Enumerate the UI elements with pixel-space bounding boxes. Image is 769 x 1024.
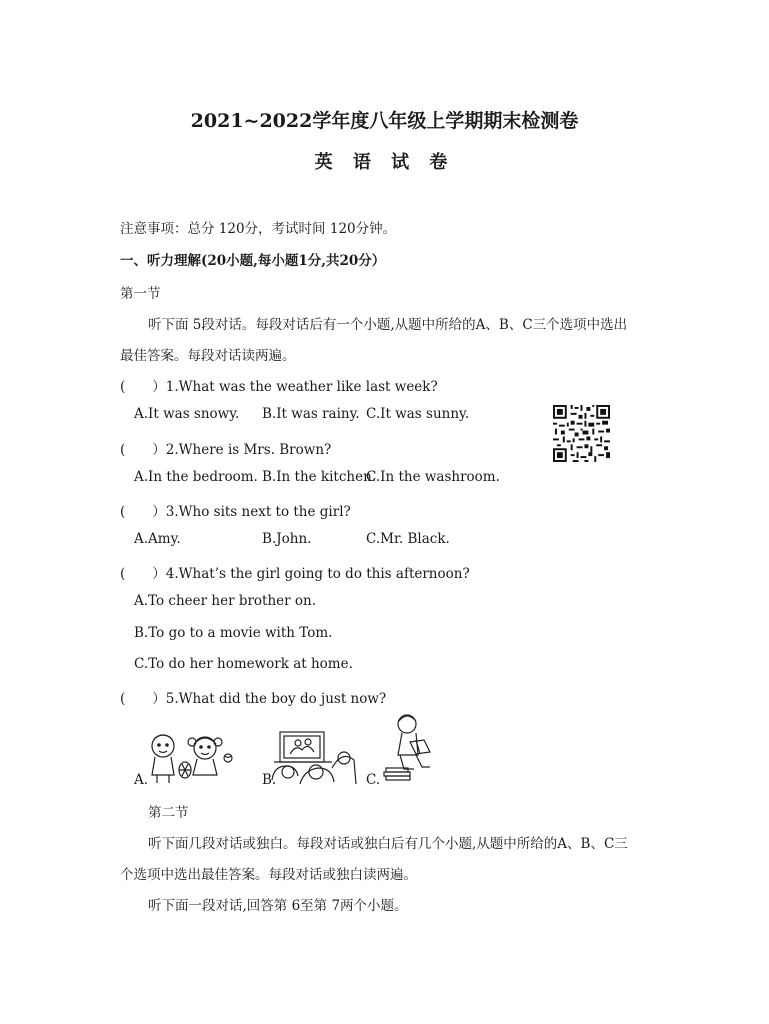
question-3-stem: ( ）3.Who sits next to the girl? xyxy=(120,504,351,520)
section-heading: 一、听力理解(20小题,每小题1分,共20分） xyxy=(120,253,386,269)
notice-text: 注意事项：总分 120分，考试时间 120分钟。 xyxy=(120,221,397,237)
exam-subtitle: 英 语 试 卷 xyxy=(314,152,455,173)
question-4-option-a: A.To cheer her brother on. xyxy=(134,593,317,609)
question-3-option-a: A.Amy. xyxy=(134,531,181,547)
boy-reading-book-picture xyxy=(380,712,440,784)
question-5-option-b: B. xyxy=(262,772,277,788)
question-2-stem: ( ）2.Where is Mrs. Brown? xyxy=(120,442,332,458)
exam-title: 2021~2022学年度八年级上学期期末检测卷 xyxy=(190,110,579,132)
part1-instruction-1: 听下面 5段对话。每段对话后有一个小题,从题中所给的A、B、C三个选项中选出 xyxy=(148,317,628,333)
part2-instruction-3: 听下面一段对话,回答第 6至第 7两个小题。 xyxy=(148,898,408,914)
part2-label: 第二节 xyxy=(148,805,189,821)
question-4-option-c: C.To do her homework at home. xyxy=(134,656,353,672)
question-1-option-c: C.It was sunny. xyxy=(366,406,470,422)
question-5-stem: ( ）5.What did the boy do just now? xyxy=(120,691,387,707)
question-3-option-c: C.Mr. Black. xyxy=(366,531,450,547)
question-5-option-a: A. xyxy=(134,772,149,788)
question-1-option-a: A.It was snowy. xyxy=(134,406,240,422)
part2-instruction-2: 个选项中选出最佳答案。每段对话或独白读两遍。 xyxy=(120,867,417,883)
family-watching-tv-picture xyxy=(270,728,358,786)
question-1-option-b: B.It was rainy. xyxy=(262,406,360,422)
question-4-stem: ( ）4.What’s the girl going to do this afternoon? xyxy=(120,566,470,582)
question-2-option-b: B.In the kitchen. xyxy=(262,469,377,485)
question-2-option-a: A.In the bedroom. xyxy=(134,469,258,485)
part1-instruction-2: 最佳答案。每段对话读两遍。 xyxy=(120,348,296,364)
question-5-option-c: C. xyxy=(366,772,381,788)
qr-code-icon xyxy=(552,405,611,462)
question-3-option-b: B.John. xyxy=(262,531,312,547)
part1-label: 第一节 xyxy=(120,286,161,302)
children-playing-tennis-picture xyxy=(145,730,240,786)
question-4-option-b: B.To go to a movie with Tom. xyxy=(134,625,333,641)
question-1-stem: ( ）1.What was the weather like last week? xyxy=(120,379,438,395)
part2-instruction-1: 听下面几段对话或独白。每段对话或独白后有几个小题,从题中所给的A、B、C三 xyxy=(148,836,628,852)
question-2-option-c: C.In the washroom. xyxy=(366,469,500,485)
